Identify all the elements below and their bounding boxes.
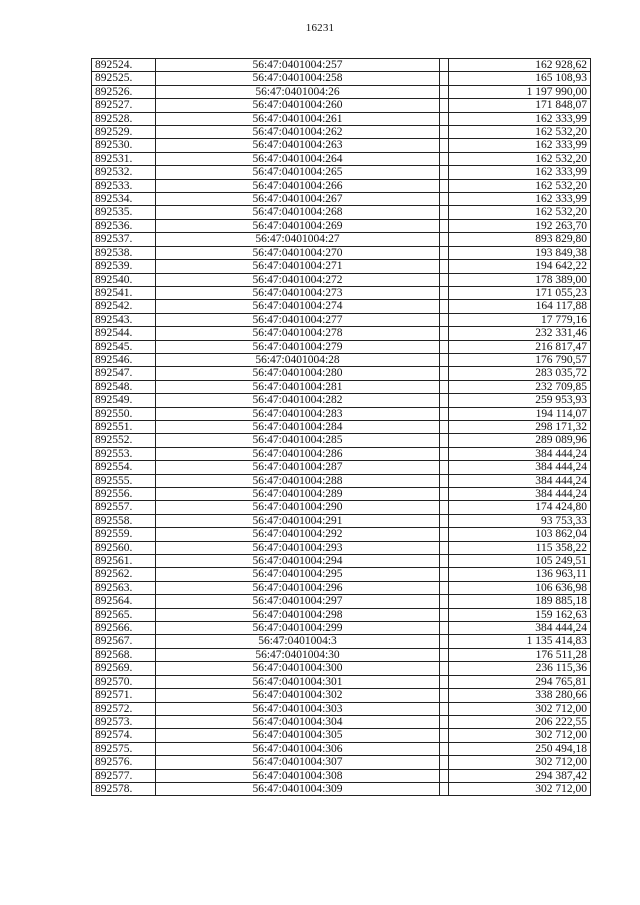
cadastral-number-cell: 56:47:0401004:273 — [156, 286, 440, 299]
column-gap — [440, 327, 449, 340]
column-gap — [440, 380, 449, 393]
column-gap — [440, 635, 449, 648]
cadastral-value-cell: 162 333,99 — [449, 112, 591, 125]
cadastral-value-cell: 294 765,81 — [449, 675, 591, 688]
row-number-cell: 892527. — [92, 99, 156, 112]
cadastral-number-cell: 56:47:0401004:283 — [156, 407, 440, 420]
cadastral-number-cell: 56:47:0401004:303 — [156, 702, 440, 715]
cadastral-number-cell: 56:47:0401004:293 — [156, 541, 440, 554]
table-row — [92, 420, 591, 433]
cadastral-number-cell: 56:47:0401004:27 — [156, 233, 440, 246]
cadastral-number-cell: 56:47:0401004:26 — [156, 85, 440, 98]
table-row — [92, 327, 591, 340]
cadastral-value-cell: 115 358,22 — [449, 541, 591, 554]
row-number-cell: 892557. — [92, 501, 156, 514]
cadastral-value-cell: 17 779,16 — [449, 313, 591, 326]
column-gap — [440, 353, 449, 366]
table-row — [92, 568, 591, 581]
cadastral-value-cell: 294 387,42 — [449, 769, 591, 782]
cadastral-number-cell: 56:47:0401004:277 — [156, 313, 440, 326]
cadastral-number-cell: 56:47:0401004:307 — [156, 756, 440, 769]
cadastral-number-cell: 56:47:0401004:306 — [156, 742, 440, 755]
table-row — [92, 286, 591, 299]
table-row — [92, 541, 591, 554]
cadastral-number-cell: 56:47:0401004:267 — [156, 193, 440, 206]
table-row — [92, 380, 591, 393]
column-gap — [440, 72, 449, 85]
cadastral-number-cell: 56:47:0401004:258 — [156, 72, 440, 85]
cadastral-number-cell: 56:47:0401004:289 — [156, 488, 440, 501]
cadastral-value-cell: 283 035,72 — [449, 367, 591, 380]
column-gap — [440, 407, 449, 420]
column-gap — [440, 139, 449, 152]
table-row — [92, 715, 591, 728]
row-number-cell: 892530. — [92, 139, 156, 152]
cadastral-value-cell: 189 885,18 — [449, 595, 591, 608]
table-body — [92, 59, 591, 796]
cadastral-value-cell: 302 712,00 — [449, 729, 591, 742]
column-gap — [440, 126, 449, 139]
column-gap — [440, 648, 449, 661]
row-number-cell: 892544. — [92, 327, 156, 340]
cadastral-value-cell: 206 222,55 — [449, 715, 591, 728]
column-gap — [440, 608, 449, 621]
column-gap — [440, 756, 449, 769]
row-number-cell: 892537. — [92, 233, 156, 246]
cadastral-number-cell: 56:47:0401004:279 — [156, 340, 440, 353]
table-row — [92, 260, 591, 273]
cadastral-value-cell: 384 444,24 — [449, 447, 591, 460]
table-row — [92, 273, 591, 286]
cadastral-number-cell: 56:47:0401004:271 — [156, 260, 440, 273]
row-number-cell: 892535. — [92, 206, 156, 219]
table-row — [92, 769, 591, 782]
cadastral-number-cell: 56:47:0401004:305 — [156, 729, 440, 742]
table-row — [92, 407, 591, 420]
row-number-cell: 892574. — [92, 729, 156, 742]
table-row — [92, 528, 591, 541]
cadastral-value-cell: 1 135 414,83 — [449, 635, 591, 648]
cadastral-number-cell: 56:47:0401004:290 — [156, 501, 440, 514]
cadastral-value-cell: 259 953,93 — [449, 394, 591, 407]
table-row — [92, 367, 591, 380]
cadastral-value-cell: 105 249,51 — [449, 555, 591, 568]
table-row — [92, 206, 591, 219]
column-gap — [440, 313, 449, 326]
cadastral-number-cell: 56:47:0401004:304 — [156, 715, 440, 728]
table-row — [92, 608, 591, 621]
column-gap — [440, 367, 449, 380]
cadastral-number-cell: 56:47:0401004:302 — [156, 689, 440, 702]
cadastral-number-cell: 56:47:0401004:299 — [156, 622, 440, 635]
column-gap — [440, 782, 449, 795]
row-number-cell: 892532. — [92, 166, 156, 179]
cadastral-number-cell: 56:47:0401004:280 — [156, 367, 440, 380]
column-gap — [440, 595, 449, 608]
row-number-cell: 892549. — [92, 394, 156, 407]
cadastral-value-cell: 193 849,38 — [449, 246, 591, 259]
row-number-cell: 892524. — [92, 59, 156, 72]
cadastral-number-cell: 56:47:0401004:266 — [156, 179, 440, 192]
row-number-cell: 892541. — [92, 286, 156, 299]
cadastral-value-cell: 106 636,98 — [449, 581, 591, 594]
cadastral-number-cell: 56:47:0401004:282 — [156, 394, 440, 407]
column-gap — [440, 193, 449, 206]
cadastral-number-cell: 56:47:0401004:30 — [156, 648, 440, 661]
row-number-cell: 892559. — [92, 528, 156, 541]
cadastral-value-cell: 236 115,36 — [449, 662, 591, 675]
column-gap — [440, 568, 449, 581]
row-number-cell: 892567. — [92, 635, 156, 648]
row-number-cell: 892531. — [92, 152, 156, 165]
cadastral-value-table — [91, 58, 591, 796]
row-number-cell: 892552. — [92, 434, 156, 447]
cadastral-value-cell: 232 331,46 — [449, 327, 591, 340]
cadastral-value-cell: 298 171,32 — [449, 420, 591, 433]
table-row — [92, 139, 591, 152]
table-row — [92, 447, 591, 460]
row-number-cell: 892560. — [92, 541, 156, 554]
cadastral-value-cell: 384 444,24 — [449, 461, 591, 474]
column-gap — [440, 300, 449, 313]
column-gap — [440, 434, 449, 447]
table-row — [92, 474, 591, 487]
cadastral-value-cell: 159 162,63 — [449, 608, 591, 621]
column-gap — [440, 729, 449, 742]
table-row — [92, 246, 591, 259]
cadastral-number-cell: 56:47:0401004:285 — [156, 434, 440, 447]
table-row — [92, 514, 591, 527]
cadastral-value-cell: 162 333,99 — [449, 139, 591, 152]
cadastral-number-cell: 56:47:0401004:257 — [156, 59, 440, 72]
table-row — [92, 233, 591, 246]
cadastral-value-cell: 176 511,28 — [449, 648, 591, 661]
column-gap — [440, 394, 449, 407]
cadastral-number-cell: 56:47:0401004:262 — [156, 126, 440, 139]
column-gap — [440, 246, 449, 259]
row-number-cell: 892539. — [92, 260, 156, 273]
cadastral-value-cell: 194 114,07 — [449, 407, 591, 420]
cadastral-value-cell: 302 712,00 — [449, 782, 591, 795]
cadastral-value-cell: 194 642,22 — [449, 260, 591, 273]
table-row — [92, 622, 591, 635]
table-row — [92, 434, 591, 447]
column-gap — [440, 461, 449, 474]
row-number-cell: 892546. — [92, 353, 156, 366]
column-gap — [440, 219, 449, 232]
cadastral-number-cell: 56:47:0401004:301 — [156, 675, 440, 688]
table-row — [92, 152, 591, 165]
column-gap — [440, 286, 449, 299]
row-number-cell: 892565. — [92, 608, 156, 621]
row-number-cell: 892576. — [92, 756, 156, 769]
column-gap — [440, 206, 449, 219]
cadastral-value-cell: 338 280,66 — [449, 689, 591, 702]
row-number-cell: 892563. — [92, 581, 156, 594]
cadastral-number-cell: 56:47:0401004:294 — [156, 555, 440, 568]
cadastral-value-cell: 250 494,18 — [449, 742, 591, 755]
table-row — [92, 300, 591, 313]
row-number-cell: 892570. — [92, 675, 156, 688]
column-gap — [440, 152, 449, 165]
row-number-cell: 892558. — [92, 514, 156, 527]
row-number-cell: 892564. — [92, 595, 156, 608]
cadastral-value-cell: 93 753,33 — [449, 514, 591, 527]
cadastral-number-cell: 56:47:0401004:300 — [156, 662, 440, 675]
cadastral-number-cell: 56:47:0401004:28 — [156, 353, 440, 366]
cadastral-value-cell: 162 333,99 — [449, 166, 591, 179]
column-gap — [440, 581, 449, 594]
cadastral-number-cell: 56:47:0401004:297 — [156, 595, 440, 608]
table-row — [92, 782, 591, 795]
cadastral-value-cell: 384 444,24 — [449, 622, 591, 635]
cadastral-value-cell: 1 197 990,00 — [449, 85, 591, 98]
table-row — [92, 166, 591, 179]
cadastral-value-cell: 192 263,70 — [449, 219, 591, 232]
table-row — [92, 742, 591, 755]
cadastral-value-cell: 893 829,80 — [449, 233, 591, 246]
table-row — [92, 555, 591, 568]
row-number-cell: 892542. — [92, 300, 156, 313]
column-gap — [440, 555, 449, 568]
row-number-cell: 892529. — [92, 126, 156, 139]
cadastral-number-cell: 56:47:0401004:286 — [156, 447, 440, 460]
cadastral-number-cell: 56:47:0401004:3 — [156, 635, 440, 648]
cadastral-value-cell: 162 532,20 — [449, 152, 591, 165]
row-number-cell: 892525. — [92, 72, 156, 85]
cadastral-number-cell: 56:47:0401004:295 — [156, 568, 440, 581]
cadastral-number-cell: 56:47:0401004:274 — [156, 300, 440, 313]
table-row — [92, 729, 591, 742]
table-row — [92, 689, 591, 702]
table-row — [92, 756, 591, 769]
cadastral-value-cell: 164 117,88 — [449, 300, 591, 313]
row-number-cell: 892553. — [92, 447, 156, 460]
cadastral-number-cell: 56:47:0401004:263 — [156, 139, 440, 152]
cadastral-number-cell: 56:47:0401004:269 — [156, 219, 440, 232]
row-number-cell: 892575. — [92, 742, 156, 755]
cadastral-value-cell: 162 333,99 — [449, 193, 591, 206]
column-gap — [440, 702, 449, 715]
table-row — [92, 648, 591, 661]
table-row — [92, 394, 591, 407]
cadastral-number-cell: 56:47:0401004:298 — [156, 608, 440, 621]
row-number-cell: 892534. — [92, 193, 156, 206]
cadastral-value-cell: 289 089,96 — [449, 434, 591, 447]
column-gap — [440, 166, 449, 179]
table-row — [92, 72, 591, 85]
table-row — [92, 353, 591, 366]
table-row — [92, 675, 591, 688]
cadastral-value-cell: 171 055,23 — [449, 286, 591, 299]
column-gap — [440, 541, 449, 554]
row-number-cell: 892536. — [92, 219, 156, 232]
table-row — [92, 313, 591, 326]
row-number-cell: 892543. — [92, 313, 156, 326]
table-row — [92, 581, 591, 594]
table-row — [92, 488, 591, 501]
row-number-cell: 892577. — [92, 769, 156, 782]
row-number-cell: 892566. — [92, 622, 156, 635]
column-gap — [440, 501, 449, 514]
row-number-cell: 892572. — [92, 702, 156, 715]
table-row — [92, 99, 591, 112]
row-number-cell: 892551. — [92, 420, 156, 433]
row-number-cell: 892526. — [92, 85, 156, 98]
table-row — [92, 112, 591, 125]
column-gap — [440, 488, 449, 501]
column-gap — [440, 340, 449, 353]
cadastral-number-cell: 56:47:0401004:265 — [156, 166, 440, 179]
cadastral-number-cell: 56:47:0401004:278 — [156, 327, 440, 340]
table-row — [92, 193, 591, 206]
table-row — [92, 461, 591, 474]
cadastral-number-cell: 56:47:0401004:268 — [156, 206, 440, 219]
column-gap — [440, 675, 449, 688]
column-gap — [440, 179, 449, 192]
row-number-cell: 892561. — [92, 555, 156, 568]
table-row — [92, 595, 591, 608]
row-number-cell: 892555. — [92, 474, 156, 487]
row-number-cell: 892550. — [92, 407, 156, 420]
cadastral-value-cell: 162 532,20 — [449, 206, 591, 219]
cadastral-number-cell: 56:47:0401004:296 — [156, 581, 440, 594]
table-row — [92, 85, 591, 98]
row-number-cell: 892556. — [92, 488, 156, 501]
cadastral-value-cell: 302 712,00 — [449, 702, 591, 715]
cadastral-number-cell: 56:47:0401004:260 — [156, 99, 440, 112]
cadastral-value-cell: 384 444,24 — [449, 474, 591, 487]
column-gap — [440, 742, 449, 755]
cadastral-value-cell: 302 712,00 — [449, 756, 591, 769]
column-gap — [440, 447, 449, 460]
cadastral-number-cell: 56:47:0401004:261 — [156, 112, 440, 125]
column-gap — [440, 99, 449, 112]
table-row — [92, 59, 591, 72]
cadastral-number-cell: 56:47:0401004:284 — [156, 420, 440, 433]
row-number-cell: 892578. — [92, 782, 156, 795]
table-row — [92, 219, 591, 232]
cadastral-value-cell: 176 790,57 — [449, 353, 591, 366]
column-gap — [440, 662, 449, 675]
row-number-cell: 892545. — [92, 340, 156, 353]
cadastral-value-cell: 136 963,11 — [449, 568, 591, 581]
table-row — [92, 662, 591, 675]
cadastral-value-cell: 162 532,20 — [449, 179, 591, 192]
page-number: 16231 — [305, 22, 335, 34]
column-gap — [440, 514, 449, 527]
row-number-cell: 892554. — [92, 461, 156, 474]
row-number-cell: 892571. — [92, 689, 156, 702]
column-gap — [440, 260, 449, 273]
column-gap — [440, 689, 449, 702]
column-gap — [440, 474, 449, 487]
row-number-cell: 892569. — [92, 662, 156, 675]
cadastral-number-cell: 56:47:0401004:291 — [156, 514, 440, 527]
column-gap — [440, 59, 449, 72]
table-row — [92, 126, 591, 139]
cadastral-number-cell: 56:47:0401004:272 — [156, 273, 440, 286]
table-row — [92, 501, 591, 514]
row-number-cell: 892562. — [92, 568, 156, 581]
cadastral-value-cell: 162 532,20 — [449, 126, 591, 139]
cadastral-value-cell: 232 709,85 — [449, 380, 591, 393]
column-gap — [440, 715, 449, 728]
cadastral-value-cell: 178 389,00 — [449, 273, 591, 286]
cadastral-value-cell: 384 444,24 — [449, 488, 591, 501]
cadastral-value-cell: 103 862,04 — [449, 528, 591, 541]
column-gap — [440, 233, 449, 246]
cadastral-number-cell: 56:47:0401004:288 — [156, 474, 440, 487]
row-number-cell: 892533. — [92, 179, 156, 192]
table-row — [92, 702, 591, 715]
cadastral-number-cell: 56:47:0401004:292 — [156, 528, 440, 541]
table-row — [92, 179, 591, 192]
cadastral-number-cell: 56:47:0401004:308 — [156, 769, 440, 782]
cadastral-value-cell: 165 108,93 — [449, 72, 591, 85]
column-gap — [440, 112, 449, 125]
cadastral-number-cell: 56:47:0401004:287 — [156, 461, 440, 474]
cadastral-value-cell: 162 928,62 — [449, 59, 591, 72]
column-gap — [440, 769, 449, 782]
column-gap — [440, 622, 449, 635]
table-row — [92, 635, 591, 648]
table-row — [92, 340, 591, 353]
row-number-cell: 892528. — [92, 112, 156, 125]
row-number-cell: 892540. — [92, 273, 156, 286]
row-number-cell: 892573. — [92, 715, 156, 728]
cadastral-number-cell: 56:47:0401004:281 — [156, 380, 440, 393]
column-gap — [440, 528, 449, 541]
cadastral-value-cell: 171 848,07 — [449, 99, 591, 112]
cadastral-number-cell: 56:47:0401004:264 — [156, 152, 440, 165]
row-number-cell: 892538. — [92, 246, 156, 259]
cadastral-number-cell: 56:47:0401004:270 — [156, 246, 440, 259]
row-number-cell: 892568. — [92, 648, 156, 661]
row-number-cell: 892547. — [92, 367, 156, 380]
column-gap — [440, 420, 449, 433]
cadastral-value-cell: 174 424,80 — [449, 501, 591, 514]
column-gap — [440, 85, 449, 98]
column-gap — [440, 273, 449, 286]
cadastral-number-cell: 56:47:0401004:309 — [156, 782, 440, 795]
row-number-cell: 892548. — [92, 380, 156, 393]
cadastral-value-cell: 216 817,47 — [449, 340, 591, 353]
